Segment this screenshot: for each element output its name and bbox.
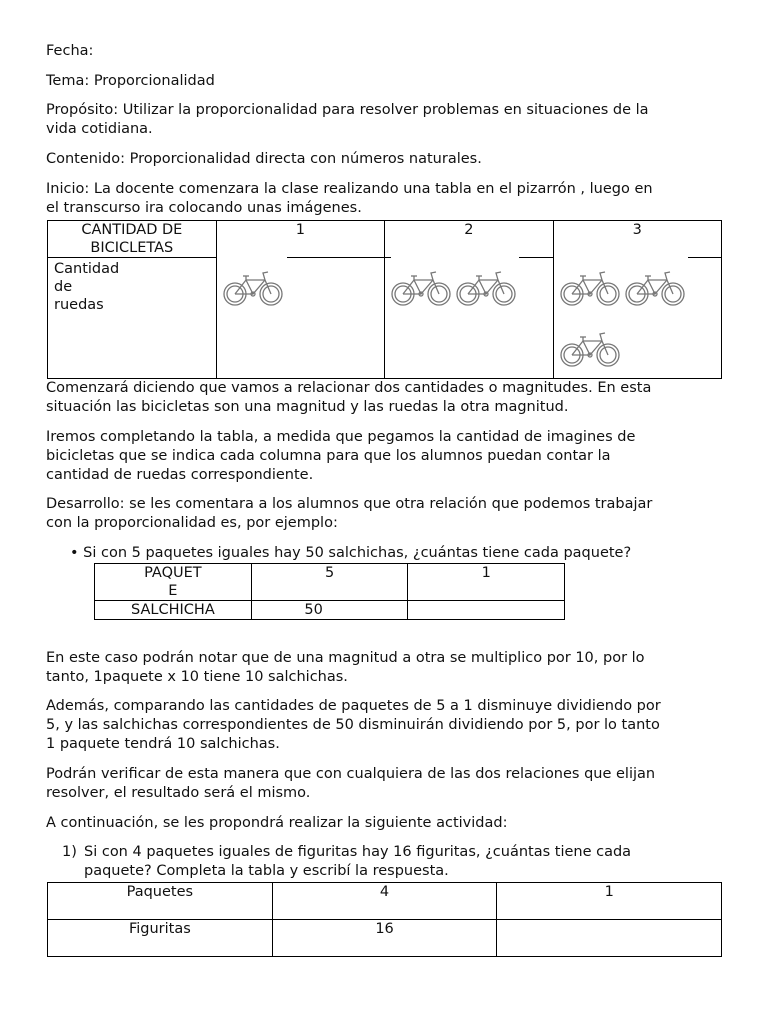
bicycles-col-3: 3: [553, 221, 721, 258]
figuritas-value-16: 16: [272, 920, 497, 957]
proposito-line-2: vida cotidiana.: [46, 121, 153, 137]
inicio-line-1: Inicio: La docente comenzara la clase realizando una tabla en el pizarrón , luego en: [46, 181, 653, 197]
bikes-cell-3: [553, 258, 721, 379]
desarrollo-line-1: Desarrollo: se les comentara a los alumnos que otra relación que podemos trabajar: [46, 496, 653, 512]
salchicha-label: SALCHICHA: [95, 601, 252, 620]
caso-line-2: tanto, 1paquete x 10 tiene 10 salchichas.: [46, 669, 348, 685]
bicycle-icon: [623, 268, 687, 308]
bicycle-icon: [558, 329, 622, 369]
tema-line: Tema: Proporcionalidad: [46, 73, 215, 89]
comenzara-line-2: situación las bicicletas son una magnitud y las ruedas la otra magnitud.: [46, 399, 569, 415]
bicycle-icon: [558, 268, 622, 308]
paquete-label-1: PAQUET: [144, 565, 202, 581]
paquete-label-2: E: [168, 583, 178, 599]
salchicha-value-empty[interactable]: [408, 601, 565, 620]
bicycles-table: [47, 220, 722, 379]
podran-line-2: resolver, el resultado será el mismo.: [46, 785, 311, 801]
proposito-line-1: Propósito: Utilizar la proporcionalidad para resolver problemas en situaciones de la: [46, 102, 649, 118]
ruedas-label-1: Cantidad: [54, 261, 120, 277]
bikes-cell-2: [385, 258, 553, 379]
ruedas-label-3: ruedas: [54, 297, 104, 313]
bicycles-col-1: 1: [216, 221, 384, 258]
item-1-number: 1): [62, 844, 77, 860]
bicycle-icon: [454, 268, 518, 308]
fecha-line: Fecha:: [46, 43, 94, 59]
bicycle-icon: [389, 268, 453, 308]
bicycles-header-label-1: CANTIDAD DE: [81, 222, 183, 238]
bicycle-icon: [221, 268, 285, 308]
salchichas-table: [94, 563, 565, 620]
podran-line-1: Podrán verificar de esta manera que con cualquiera de las dos relaciones que elijan: [46, 766, 656, 782]
iremos-line-1: Iremos completando la tabla, a medida que pegamos la cantidad de imagines de: [46, 429, 636, 445]
ademas-line-3: 1 paquete tendrá 10 salchichas.: [46, 736, 280, 752]
salchicha-value-50: 50: [251, 601, 408, 620]
paquete-label-cell: [95, 564, 252, 601]
comenzara-line-1: Comenzará diciendo que vamos a relacionar dos cantidades o magnitudes. En esta: [46, 380, 652, 396]
contenido-line: Contenido: Proporcionalidad directa con números naturales.: [46, 151, 482, 167]
paquetes-value-4: 4: [272, 883, 497, 920]
figuritas-label: Figuritas: [48, 920, 273, 957]
desarrollo-line-2: con la proporcionalidad es, por ejemplo:: [46, 515, 338, 531]
continuacion-line: A continuación, se les propondrá realizar la siguiente actividad:: [46, 815, 508, 831]
ademas-line-2: 5, y las salchichas correspondientes de 50 disminuirán dividiendo por 5, por lo tanto: [46, 717, 660, 733]
caso-line-1: En este caso podrán notar que de una magnitud a otra se multiplico por 10, por lo: [46, 650, 645, 666]
ademas-line-1: Además, comparando las cantidades de paquetes de 5 a 1 disminuye dividiendo por: [46, 698, 661, 714]
iremos-line-3: cantidad de ruedas correspondiente.: [46, 467, 314, 483]
figuritas-table: [47, 882, 722, 957]
item-1-line-1: Si con 4 paquetes iguales de figuritas hay 16 figuritas, ¿cuántas tiene cada: [84, 844, 632, 860]
paquetes-value-1: 1: [497, 883, 722, 920]
iremos-line-2: bicicletas que se indica cada columna para que los alumnos puedan contar la: [46, 448, 611, 464]
bullet-salchichas: • Si con 5 paquetes iguales hay 50 salchichas, ¿cuántas tiene cada paquete?: [70, 545, 632, 561]
bicycles-header-cell: [48, 221, 217, 258]
paquete-value-1: 1: [408, 564, 565, 601]
bicycles-header-label-2: BICICLETAS: [90, 240, 174, 256]
bicycles-col-2: 2: [385, 221, 553, 258]
item-1-line-2: paquete? Completa la tabla y escribí la respuesta.: [84, 863, 449, 879]
bikes-cell-1: [216, 258, 384, 379]
paquetes-label: Paquetes: [48, 883, 273, 920]
ruedas-label-2: de: [54, 279, 73, 295]
inicio-line-2: el transcurso ira colocando unas imágenes.: [46, 200, 362, 216]
ruedas-label-cell: [48, 258, 217, 379]
paquete-value-5: 5: [251, 564, 408, 601]
figuritas-value-empty[interactable]: [497, 920, 722, 957]
